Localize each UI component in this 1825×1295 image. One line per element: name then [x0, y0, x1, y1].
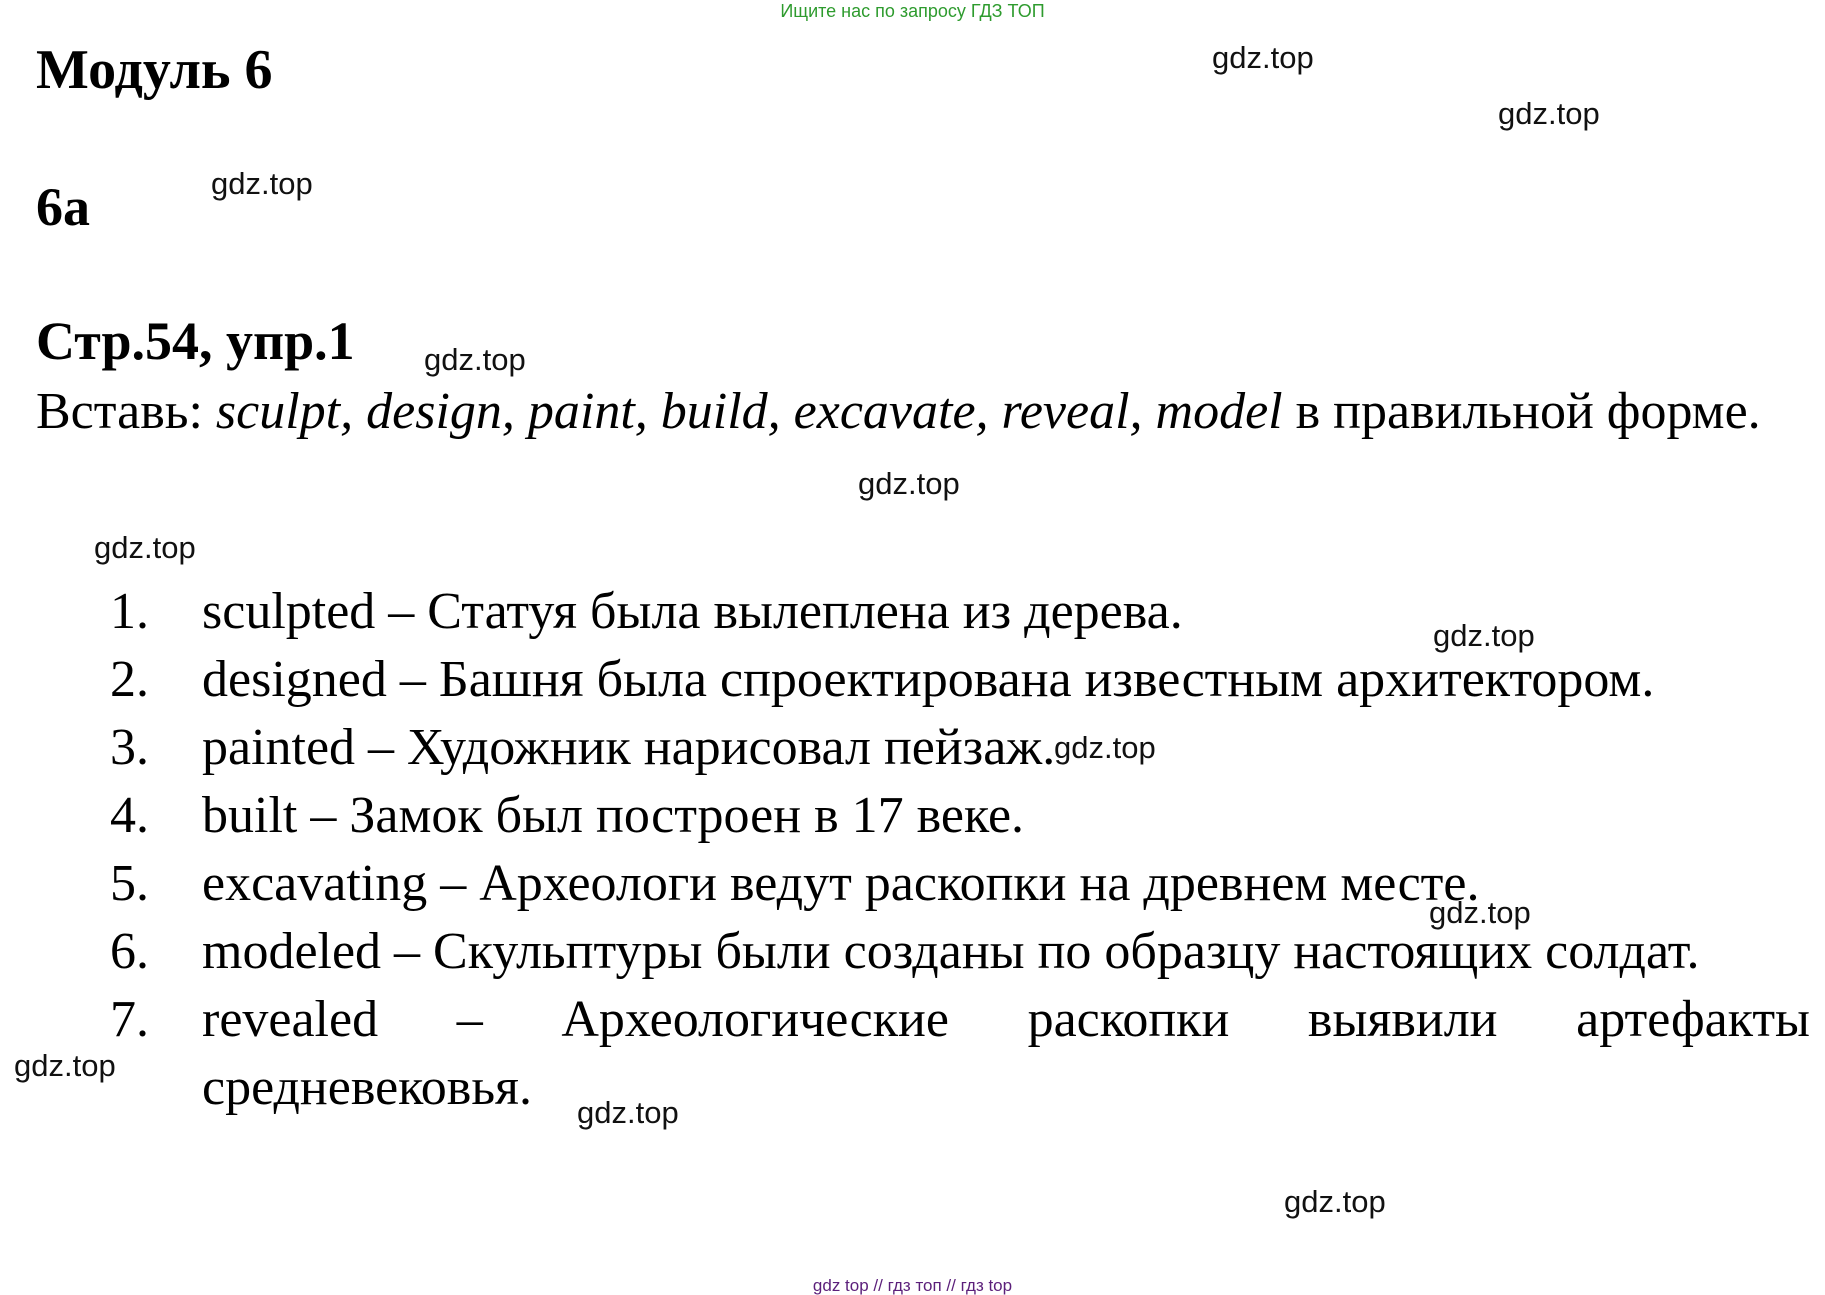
instruction-words: sculpt, design, paint, build, excavate, reveal, model: [215, 383, 1283, 440]
section-title: 6a: [36, 177, 90, 237]
item-text: designed – Башня была спроектирована известным архитектором.: [202, 651, 1655, 708]
instruction: [36, 378, 1810, 446]
list-item: [110, 578, 1810, 646]
watermark: gdz.top: [211, 166, 313, 201]
item-number: 4.: [110, 787, 149, 844]
item-text: built – Замок был построен в 17 веке.: [202, 787, 1025, 844]
item-text: sculpted – Статуя была вылеплена из дерева.: [202, 583, 1183, 640]
module-title: Модуль 6: [36, 39, 273, 101]
instruction-suffix: в правильной форме.: [1282, 383, 1761, 440]
item-number: 2.: [110, 651, 149, 708]
item-text: modeled – Скульптуры были созданы по образцу настоящих солдат.: [202, 923, 1700, 980]
item-text: revealed – Археологические раскопки выявили артефакты средневековья.: [202, 991, 1810, 1116]
list-item: [110, 782, 1810, 850]
watermark: gdz.top: [1284, 1184, 1386, 1219]
watermark: gdz.top: [577, 1095, 679, 1130]
answer-list: [110, 578, 1810, 1122]
item-number: 6.: [110, 923, 149, 980]
list-item: [110, 918, 1810, 986]
list-item: [110, 986, 1810, 1122]
watermark: gdz.top: [1054, 730, 1156, 765]
list-item: [110, 850, 1810, 918]
item-number: 7.: [110, 991, 149, 1048]
list-item: [110, 714, 1810, 782]
item-text: painted – Художник нарисовал пейзаж.: [202, 719, 1056, 776]
watermark: gdz.top: [858, 466, 960, 501]
watermark: gdz.top: [1212, 40, 1314, 75]
watermark: gdz.top: [14, 1048, 116, 1083]
bottom-banner: gdz top // гдз топ // гдз top: [812, 1276, 1013, 1295]
list-item: [110, 646, 1810, 714]
top-banner: Ищите нас по запросу ГДЗ ТОП: [780, 1, 1045, 21]
item-text: excavating – Археологи ведут раскопки на древнем месте.: [202, 855, 1480, 912]
item-number: 1.: [110, 583, 149, 640]
item-number: 3.: [110, 719, 149, 776]
exercise-title: Стр.54, упр.1: [36, 311, 355, 371]
instruction-prefix: Вставь:: [36, 383, 216, 440]
watermark: gdz.top: [1498, 96, 1600, 131]
item-number: 5.: [110, 855, 149, 912]
watermark: gdz.top: [424, 342, 526, 377]
watermark: gdz.top: [1429, 895, 1531, 930]
watermark: gdz.top: [1433, 618, 1535, 653]
watermark: gdz.top: [94, 530, 196, 565]
